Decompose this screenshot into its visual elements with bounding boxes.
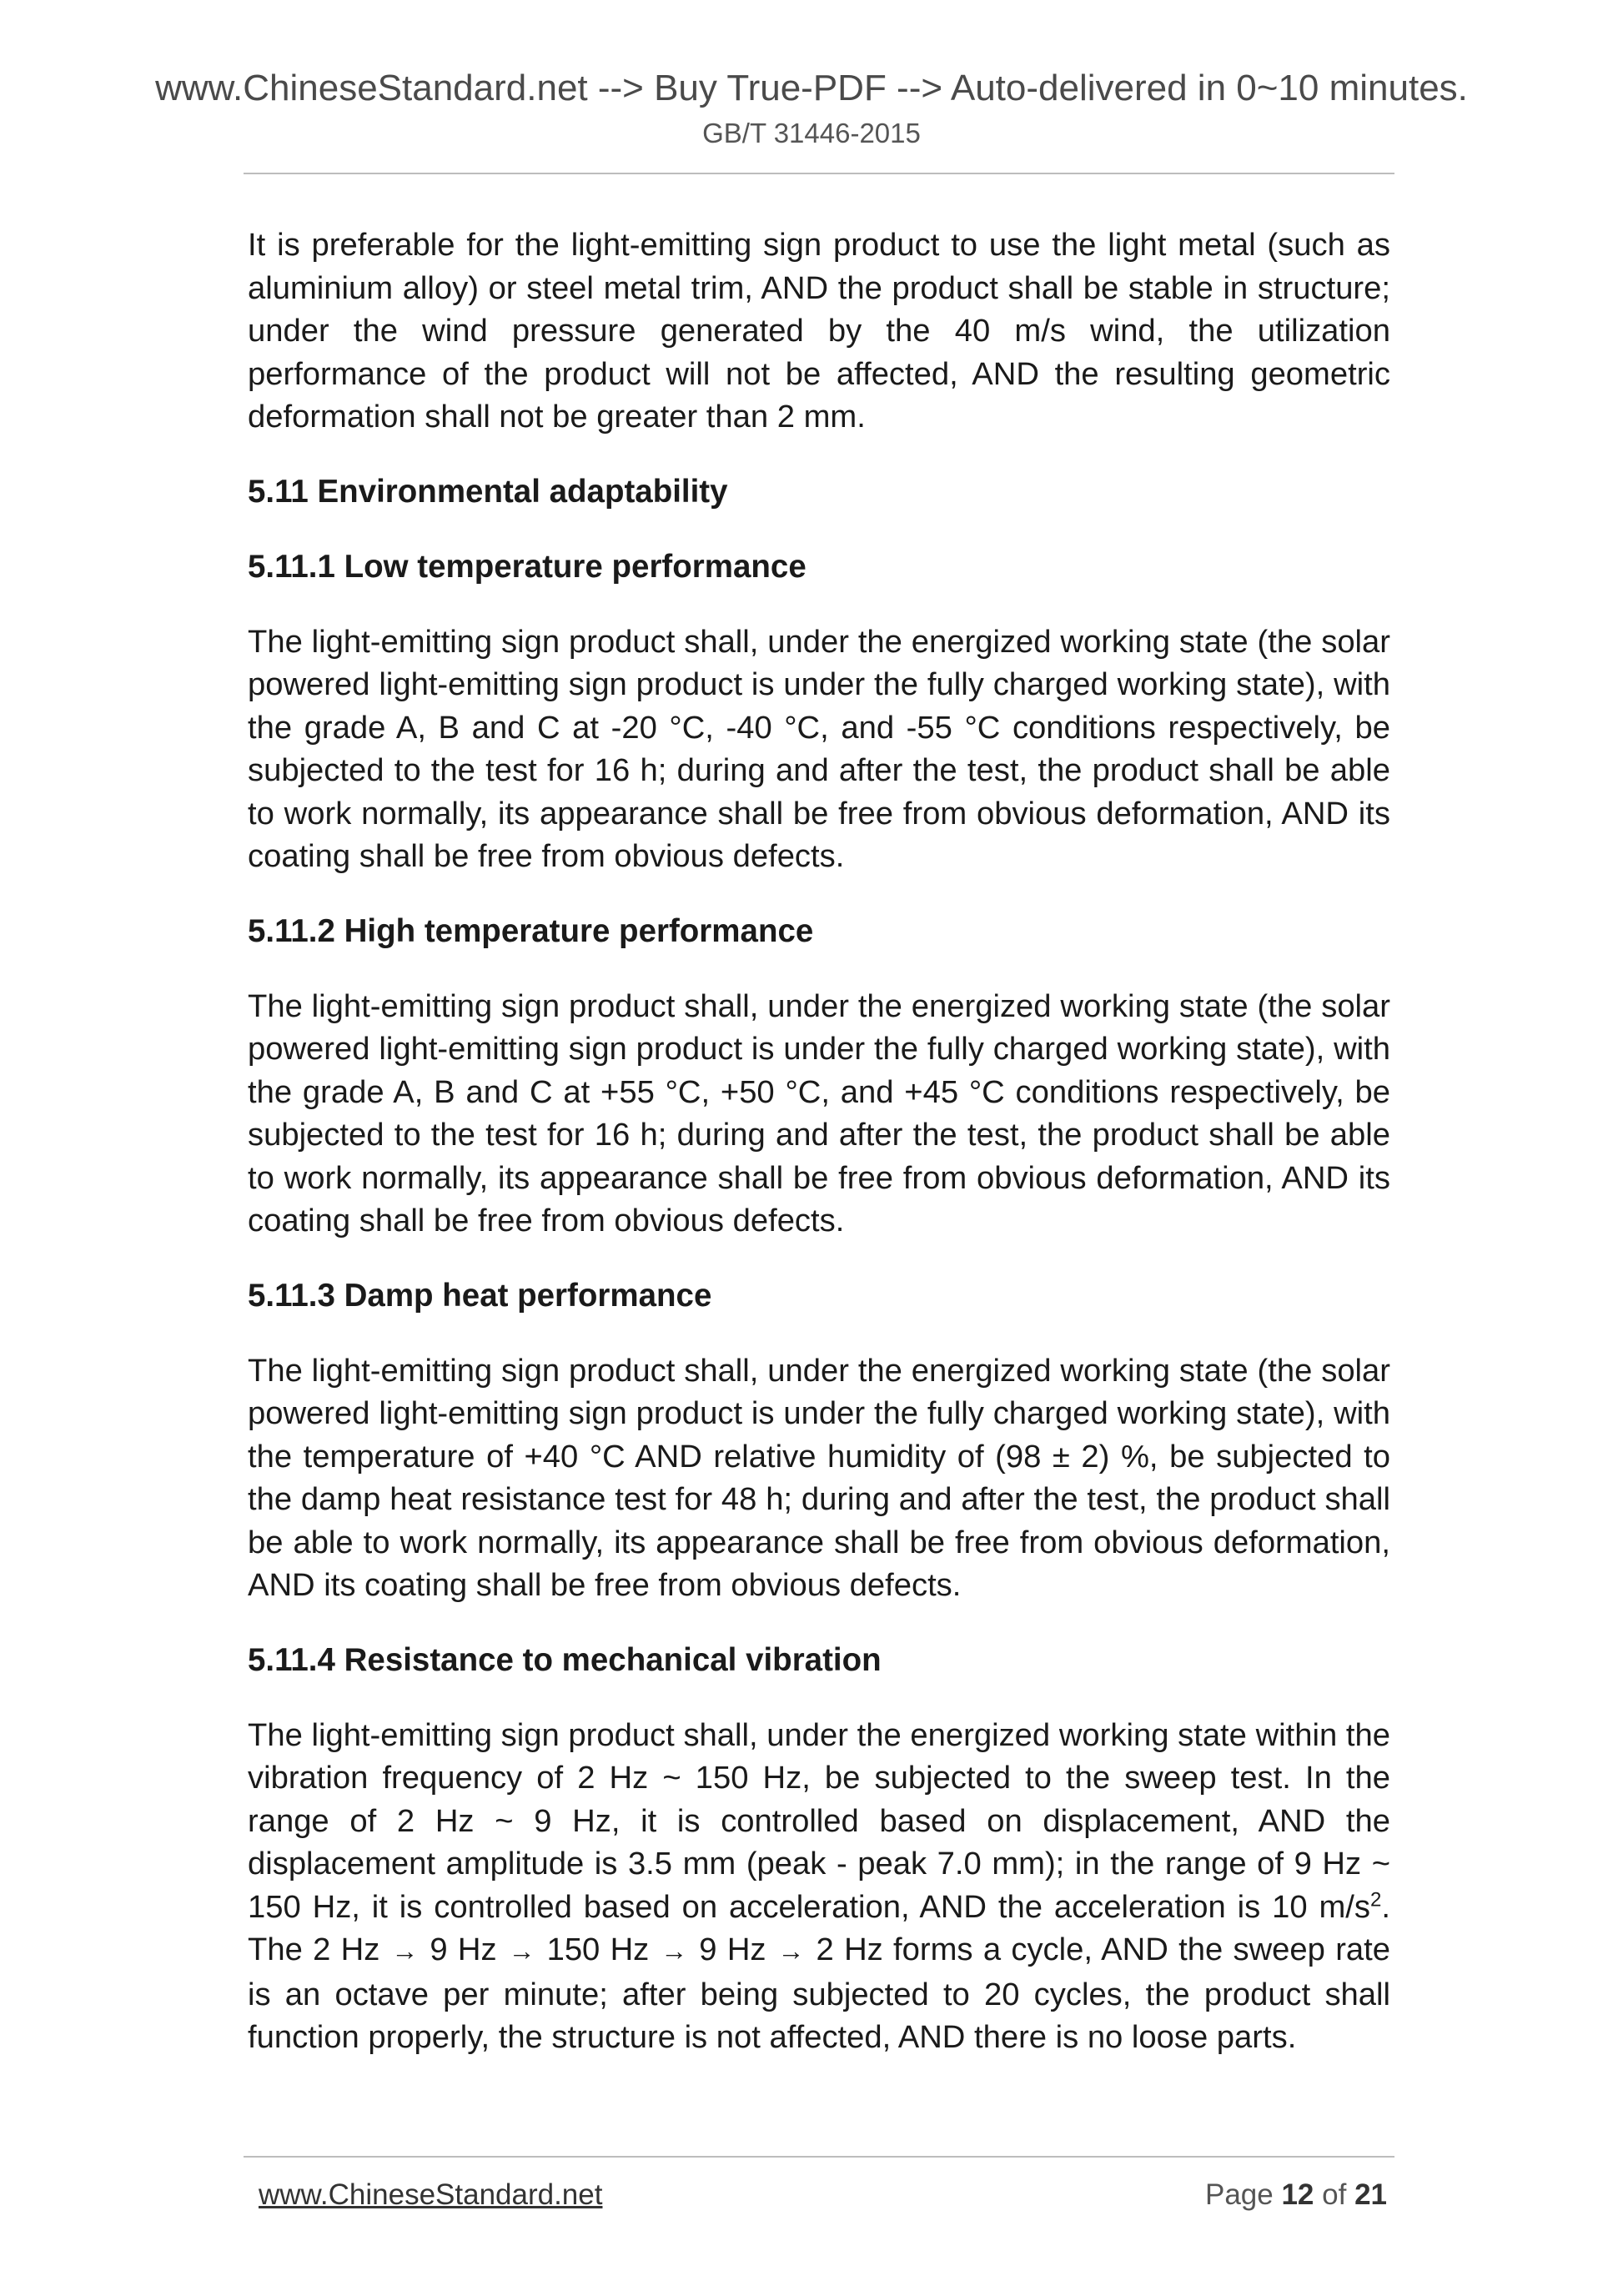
section-5-11-4-title: 5.11.4 Resistance to mechanical vibration xyxy=(248,1641,882,1678)
page-label: Page xyxy=(1204,2178,1274,2211)
vibration-text-part3: 2 Hz forms a cycle, AND the sweep rate is an octave per minute; after being subjected to 20 cycles, the product shall function properly, the structure is not affected, AND there is no loose parts. xyxy=(248,1932,1391,2055)
page-indicator xyxy=(1205,2178,1387,2212)
section-5-11-1-title: 5.11.1 Low temperature performance xyxy=(248,548,806,585)
section-5-11-2-text: The light-emitting sign product shall, under the energized working state (the solar powered light-emitting sign product is under the fully charged working state), with the grade A, B and C at +55 °C, +50 °C, and +45 °C conditions respectively, be subjected to the test for 16 h; during and after the test, the product shall be able to work normally, its appearance shall be free from obvious deformation, AND its coating shall be free from obvious defects. xyxy=(248,987,1390,1238)
document-body xyxy=(248,224,1390,2091)
footer-site-link[interactable]: www.ChineseStandard.net xyxy=(259,2178,603,2211)
arrow-icon: → xyxy=(391,1936,419,1966)
footer-divider xyxy=(244,2156,1394,2158)
header-banner: www.ChineseStandard.net --> Buy True-PDF --> Auto-delivered in 0~10 minutes. xyxy=(155,68,1468,108)
intro-paragraph: It is preferable for the light-emitting sign product to use the light metal (such as aluminium alloy) or steel metal trim, AND the product shall be stable in structure; under the wind pressure generated by the 40 m/s wind, the utilization performance of the product will not be affected, AND the resulting geometric deformation shall not be greater than 2 mm. xyxy=(248,227,1390,435)
section-5-11-1-text: The light-emitting sign product shall, under the energized working state (the solar powered light-emitting sign product is under the fully charged working state), with the grade A, B and C at -20 °C, -40 °C, and -55 °C conditions respectively, be subjected to the test for 16 h; during and after the test, the product shall be able to work normally, its appearance shall be free from obvious deformation, AND its coating shall be free from obvious defects. xyxy=(248,623,1390,874)
page-total: 21 xyxy=(1354,2178,1387,2211)
vibration-text-part1: The light-emitting sign product shall, under the energized working state within the vibration frequency of 2 Hz ~ 150 Hz, be subjected to the sweep test. In the range of 2 Hz ~ 9 Hz, it is controlled based on displacement, AND the displacement amplitude is 3.5 mm (peak - peak 7.0 mm); in the range of 9 Hz ~ 150 Hz, it is controlled based on acceleration, AND the acceleration is 10 m/s xyxy=(248,1716,1390,1925)
arrow-icon: → xyxy=(508,1936,535,1966)
section-5-11-4-text xyxy=(248,1714,1390,2059)
section-5-11-title: 5.11 Environmental adaptability xyxy=(248,473,728,510)
standard-code: GB/T 31446-2015 xyxy=(702,118,921,148)
page-current: 12 xyxy=(1281,2178,1314,2211)
freq-150hz: 150 Hz xyxy=(546,1932,650,1967)
section-5-11-2-title: 5.11.2 High temperature performance xyxy=(248,912,814,949)
freq-9hz-b: 9 Hz xyxy=(699,1932,766,1967)
page-of: of xyxy=(1322,2178,1347,2211)
header-divider xyxy=(244,173,1394,174)
arrow-icon: → xyxy=(661,1936,688,1966)
section-5-11-3-text: The light-emitting sign product shall, under the energized working state (the solar powered light-emitting sign product is under the fully charged working state), with the temperature of +40 °C AND relative humidity of (98 ± 2) %, be subjected to the damp heat resistance test for 48 h; during and after the test, the product shall be able to work normally, its appearance shall be free from obvious deformation, AND its coating shall be free from obvious defects. xyxy=(248,1352,1390,1603)
section-5-11-3-title: 5.11.3 Damp heat performance xyxy=(248,1277,712,1314)
superscript-2: 2 xyxy=(1370,1887,1382,1911)
arrow-icon: → xyxy=(777,1936,805,1966)
vibration-text-part2: . The 2 Hz xyxy=(248,1888,1390,1967)
freq-9hz-a: 9 Hz xyxy=(430,1932,497,1967)
